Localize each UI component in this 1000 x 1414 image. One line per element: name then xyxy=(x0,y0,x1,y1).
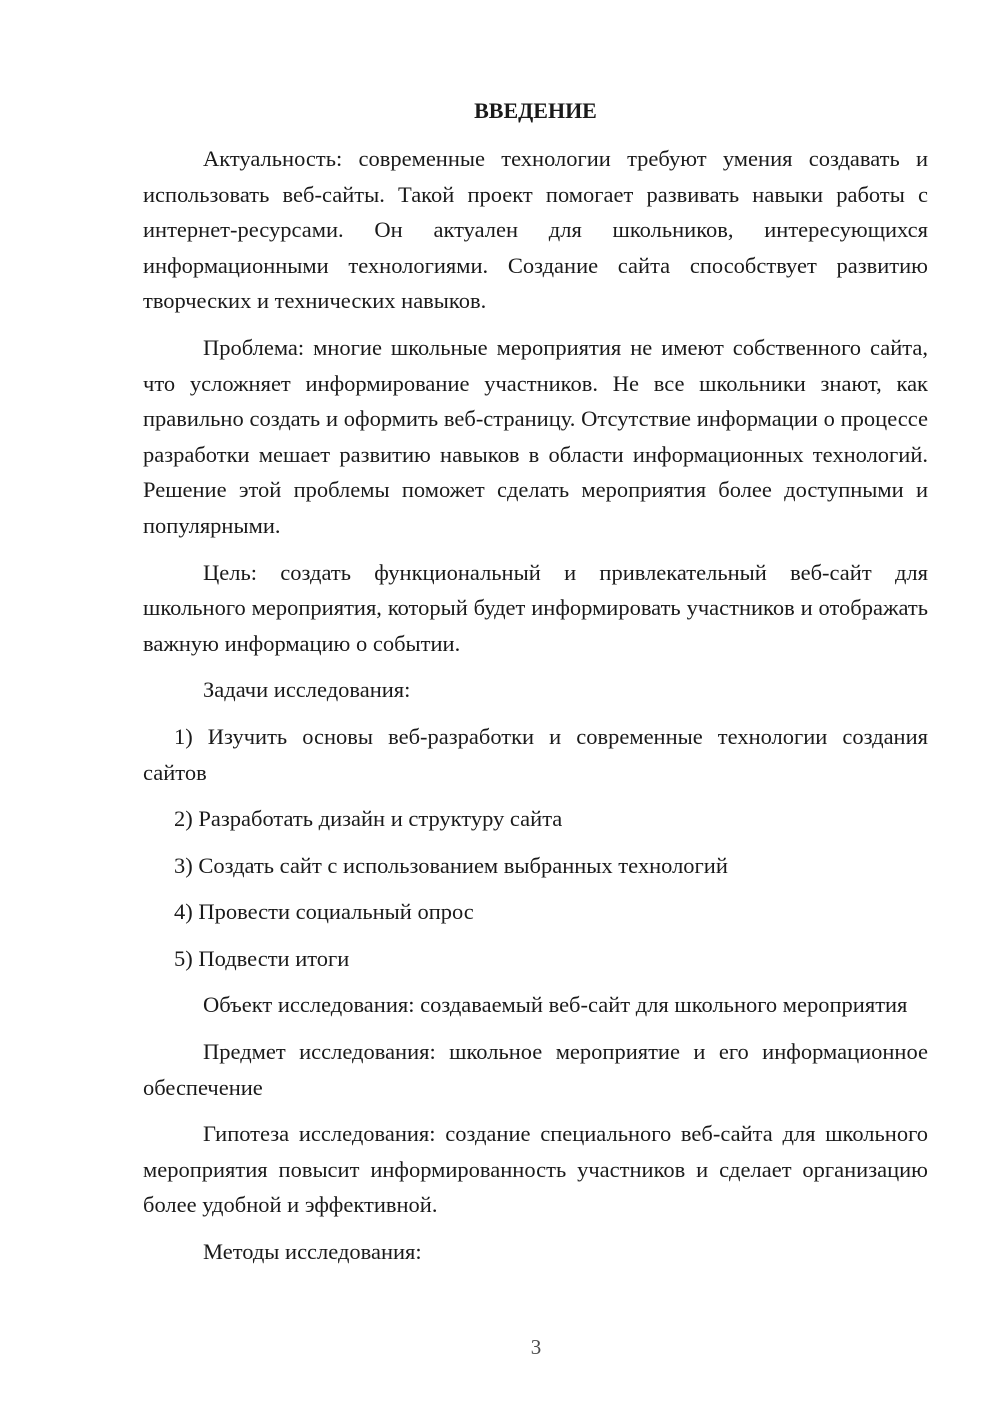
relevance-paragraph: Актуальность: современные технологии требуют умения создавать и использовать веб-сайты. Такой проект помогает развивать навыки работы с интернет-ресурсами. Он актуален для школьников, интересующихся информационными технологиями. Создание сайта способствует развитию творческих и технических навыков. xyxy=(143,146,928,314)
methods-heading: Методы исследования: xyxy=(203,1239,422,1265)
task-item-5: 5) Подвести итоги xyxy=(174,945,350,971)
document-body xyxy=(143,141,928,1281)
problem-paragraph: Проблема: многие школьные мероприятия не имеют собственного сайта, что усложняет информирование участников. Не все школьники знают, как правильно создать и оформить веб-страницу. Отсутствие информации о процессе разработки мешает развитию навыков в области информационных технологий. Решение этой проблемы поможет сделать мероприятия более доступными и популярными. xyxy=(143,334,928,538)
goal-paragraph: Цель: создать функциональный и привлекательный веб-сайт для школьного мероприятия, который будет информировать участников и отображать важную информацию о событии. xyxy=(143,559,928,656)
task-item-2: 2) Разработать дизайн и структуру сайта xyxy=(174,806,563,832)
task-item-3: 3) Создать сайт с использованием выбранных технологий xyxy=(174,852,728,878)
section-heading: ВВЕДЕНИЕ xyxy=(474,98,597,123)
tasks-heading: Задачи исследования: xyxy=(203,677,411,703)
object-paragraph: Объект исследования: создаваемый веб-сайт для школьного мероприятия xyxy=(203,992,908,1018)
task-item-4: 4) Провести социальный опрос xyxy=(174,899,474,925)
subject-paragraph: Предмет исследования: школьное мероприятие и его информационное обеспечение xyxy=(143,1039,928,1100)
task-item-1: 1) Изучить основы веб-разработки и современные технологии создания сайтов xyxy=(143,723,928,785)
page-number: 3 xyxy=(530,1335,542,1359)
hypothesis-paragraph: Гипотеза исследования: создание специального веб-сайта для школьного мероприятия повысит информированность участников и сделает организацию более удобной и эффективной. xyxy=(143,1121,928,1218)
